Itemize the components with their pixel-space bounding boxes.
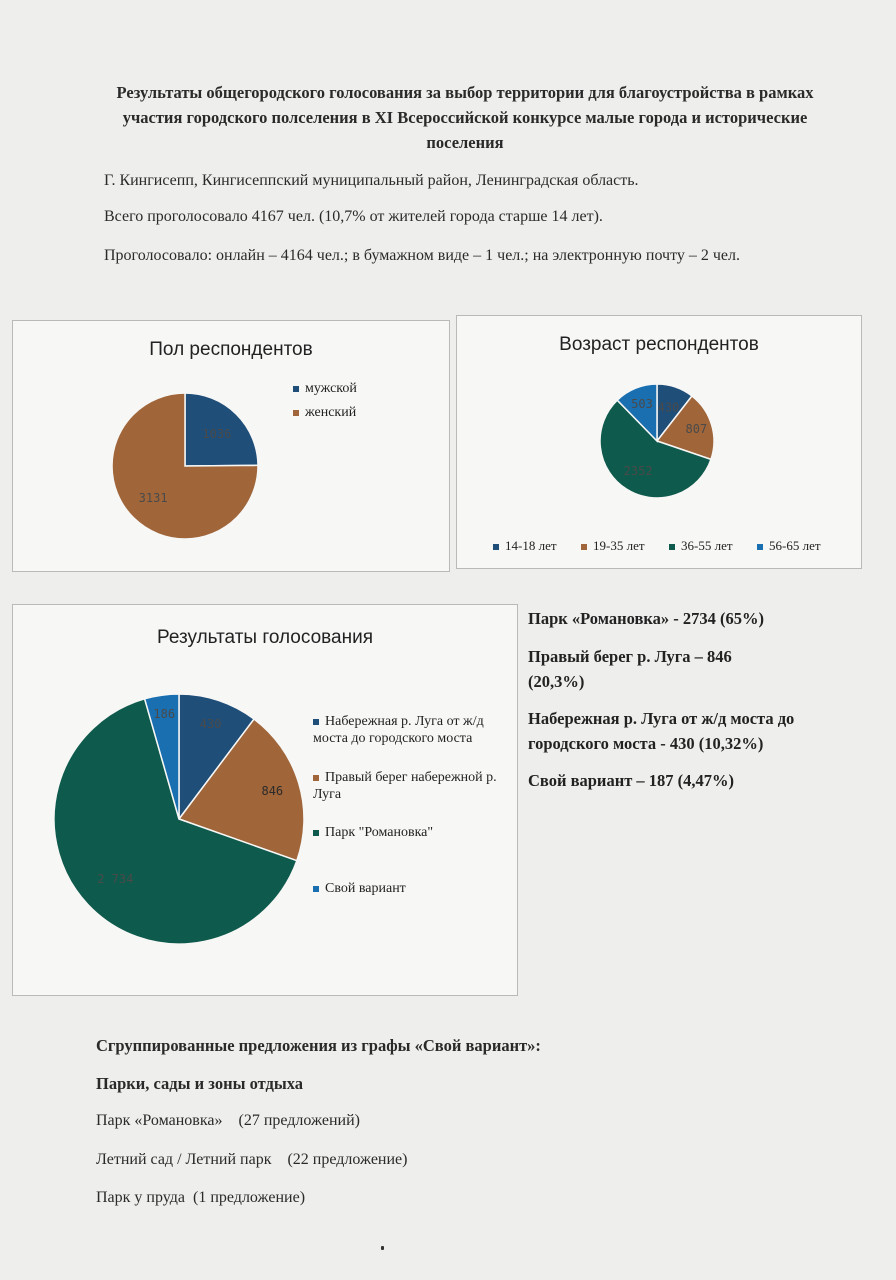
- stray-mark: [381, 1246, 384, 1250]
- gender-chart-title: Пол респондентов: [149, 339, 313, 360]
- legend-swatch: [581, 544, 587, 550]
- legend-label: Парк "Романовка": [325, 825, 434, 840]
- legend-item-embankment: [313, 713, 503, 747]
- legend-label: 19-35 лет: [593, 538, 645, 553]
- location-text: Г. Кингисепп, Кингисеппский муниципальный район, Ленинградская область.: [104, 172, 639, 189]
- result-own-option: Свой вариант – 187 (4,47%): [528, 771, 735, 790]
- slice-value-label: 2 734: [97, 871, 134, 886]
- age-chart-title: Возраст респондентов: [559, 334, 759, 355]
- slice-value-label: 503: [631, 397, 653, 412]
- legend-swatch: [493, 544, 499, 550]
- legend-item-right-bank: [313, 769, 503, 803]
- age-pie: [457, 316, 861, 568]
- voting-chart-title: Результаты голосования: [157, 627, 373, 648]
- legend-swatch: [313, 719, 319, 725]
- result-right-bank: Правый берег р. Луга – 846 (20,3%): [528, 647, 732, 691]
- legend-label: Свой вариант: [325, 881, 406, 896]
- legend-label: 14-18 лет: [505, 538, 557, 553]
- legend-label: 56-65 лет: [769, 538, 821, 553]
- slice-value-label: 807: [685, 422, 708, 437]
- document-title: Результаты общегородского голосования за выбор территории для благоустройства в рамках участия городского полселения в XI Всероссийской конкурсе малые города и исторические поселения: [116, 83, 814, 152]
- slice-value-label: 430: [199, 717, 222, 732]
- legend-item-19-35: [581, 538, 645, 554]
- legend-item-male: [293, 381, 357, 397]
- proposal-item: Парк «Романовка» (27 предложений): [96, 1112, 360, 1129]
- legend-label: мужской: [305, 381, 357, 396]
- legend-swatch: [313, 886, 319, 892]
- proposal-item: Парк у пруда (1 предложение): [96, 1189, 306, 1206]
- proposals-heading: Сгруппированные предложения из графы «Свой вариант»:: [96, 1036, 541, 1055]
- slice-value-label: 430: [657, 400, 680, 415]
- gender-pie: [13, 321, 449, 571]
- proposal-item: Летний сад / Летний парк (22 предложение): [96, 1151, 408, 1168]
- legend-swatch: [669, 544, 675, 550]
- legend-item-56-65: [757, 538, 821, 554]
- slice-value-label: 186: [153, 706, 176, 721]
- gender-chart: [12, 320, 450, 572]
- slice-value-label: 2352: [623, 463, 653, 478]
- age-chart: [456, 315, 862, 569]
- slice-value-label: 3131: [138, 491, 168, 506]
- legend-item-female: [293, 405, 356, 421]
- proposals-category: Парки, сады и зоны отдыха: [96, 1074, 304, 1093]
- legend-label: Набережная р. Луга от ж/д моста до городского моста: [313, 714, 484, 746]
- legend-item-own-option: [313, 881, 406, 897]
- legend-swatch: [757, 544, 763, 550]
- slice-value-label: 846: [261, 783, 284, 798]
- voting-results-chart: [12, 604, 518, 996]
- legend-label: 36-55 лет: [681, 538, 733, 553]
- total-votes-text: Всего проголосовало 4167 чел. (10,7% от жителей города старше 14 лет).: [104, 208, 603, 225]
- legend-swatch: [313, 830, 319, 836]
- legend-swatch: [293, 410, 299, 416]
- legend-swatch: [293, 386, 299, 392]
- result-romanovka: Парк «Романовка» - 2734 (65%): [528, 609, 764, 628]
- legend-item-14-18: [493, 538, 557, 554]
- vote-methods-text: Проголосовало: онлайн – 4164 чел.; в бумажном виде – 1 чел.; на электронную почту – 2 чел.: [104, 247, 740, 264]
- result-embankment: Набережная р. Луга от ж/д моста до городского моста - 430 (10,32%): [528, 709, 795, 753]
- slice-value-label: 1036: [202, 426, 232, 441]
- legend-item-36-55: [669, 538, 733, 554]
- legend-swatch: [313, 775, 319, 781]
- legend-label: Правый берег набережной р. Луга: [313, 770, 497, 802]
- legend-label: женский: [305, 405, 357, 420]
- legend-item-romanovka: [313, 825, 433, 841]
